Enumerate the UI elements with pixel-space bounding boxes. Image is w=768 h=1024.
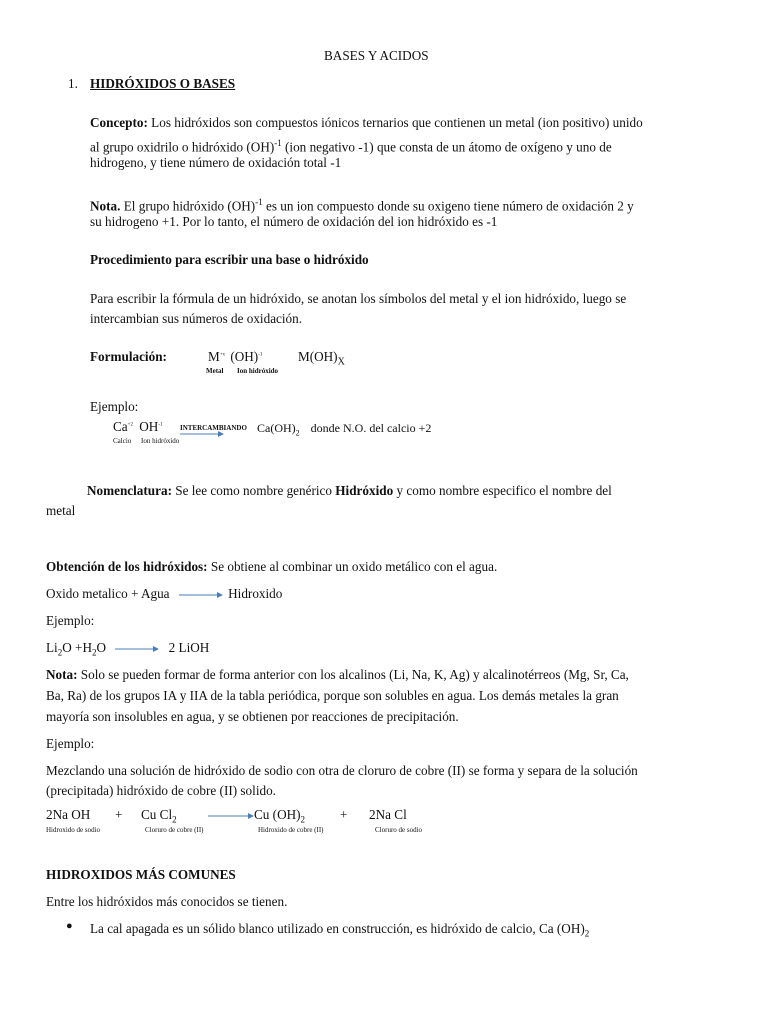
label-hidroxido-cobre: Hidroxido de cobre (II) bbox=[258, 826, 324, 834]
comunes-intro: Entre los hidróxidos más conocidos se tienen. bbox=[46, 894, 288, 909]
procedimiento-line-1: Para escribir la fórmula de un hidróxido, se anotan los símbolos del metal y el ion hidróxido, luego se bbox=[90, 291, 627, 306]
concepto-line-3: hidrogeno, y tiene número de oxidación total -1 bbox=[90, 155, 342, 170]
nota2-line-2: Ba, Ra) de los grupos IA y IIA de la tabla periódica, porque son solubles en agua. Los demás metales la gran bbox=[46, 688, 619, 703]
nota2-label: Nota: bbox=[46, 667, 78, 682]
obtencion-example-arrow bbox=[115, 645, 159, 653]
nomenclatura-line-2: metal bbox=[46, 503, 76, 518]
formulacion-formula: $M^{+x}$ (OH)$^{-1}$ bbox=[208, 349, 263, 364]
plus-sign-2: + bbox=[340, 807, 348, 822]
label-cloruro-sodio: Cloruro de sodio bbox=[375, 826, 423, 834]
ejemplo1-label: Ejemplo: bbox=[90, 399, 139, 414]
plus-sign-1: + bbox=[115, 807, 123, 822]
concepto-line-2: al grupo oxidrilo o hidróxido (OH)$^{-1}$ (ion negativo -1) que consta de un átomo de oxígeno y uno de bbox=[90, 138, 612, 155]
concepto-label: Concepto: bbox=[90, 115, 148, 130]
nomenclatura-line-1: Nomenclatura: Se lee como nombre genérico Hidróxido y como nombre especifico el nombre del bbox=[87, 483, 612, 498]
intercambiando-label: INTERCAMBIANDO bbox=[180, 424, 247, 432]
formulacion-label: Formulación: bbox=[90, 349, 167, 364]
reactant-naoh: 2Na OH bbox=[46, 807, 91, 822]
reaction-arrow bbox=[208, 812, 254, 820]
obtencion-equation: Oxido metalico + Agua Hidroxido bbox=[46, 586, 283, 601]
comunes-bullet-1: La cal apagada es un sólido blanco utilizado en construcción, es hidróxido de calcio, Ca $(OH)_2$ bbox=[90, 921, 590, 939]
concepto-line-1: Concepto: Los hidróxidos son compuestos iónicos ternarios que contienen un metal (ion positivo) unido bbox=[90, 115, 643, 130]
obtencion-label: Obtención de los hidróxidos: bbox=[46, 559, 208, 574]
ejemplo2-label: Ejemplo: bbox=[46, 736, 95, 751]
nota1-line-2: su hidrogeno +1. Por lo tanto, el número de oxidación del ion hidróxido es -1 bbox=[90, 214, 498, 229]
ion-hidroxido-label-2: Ion hidróxido bbox=[141, 437, 180, 445]
obtencion-example-equation: $Li_2O +H_2O$ 2 LiOH bbox=[46, 640, 210, 658]
metal-label: Metal bbox=[206, 367, 224, 375]
intercambiando-arrow bbox=[180, 430, 224, 438]
calcio-label: Calcio bbox=[113, 437, 132, 445]
section-heading: HIDRÓXIDOS O BASES bbox=[90, 76, 236, 91]
product-cuoh2: Cu $(OH)_2$ bbox=[254, 807, 306, 825]
product-nacl: 2Na Cl bbox=[369, 807, 407, 822]
obtencion-ejemplo-label: Ejemplo: bbox=[46, 613, 95, 628]
page-title: BASES Y ACIDOS bbox=[324, 48, 429, 63]
ejemplo1-reactants: $Ca^{+2}$ $OH^{-1}$ bbox=[113, 419, 163, 434]
ejemplo2-line-2: (precipitada) hidróxido de cobre (II) solido. bbox=[46, 783, 276, 798]
label-hidroxido-sodio: Hidroxido de sodio bbox=[46, 826, 101, 834]
procedimiento-heading: Procedimiento para escribir una base o hidróxido bbox=[90, 252, 369, 267]
nota2-line-1: Nota: Solo se pueden formar de forma anterior con los alcalinos (Li, Na, K, Ag) y alcalinotérreos (Mg, Sr, Ca, bbox=[46, 667, 629, 682]
nota1-line-1: Nota. El grupo hidróxido (OH)$^{-1}$ es un ion compuesto donde su oxigeno tiene número de oxidación 2 y bbox=[90, 197, 634, 214]
procedimiento-line-2: intercambian sus números de oxidación. bbox=[90, 311, 303, 326]
obtencion-arrow bbox=[179, 591, 223, 599]
ejemplo2-line-1: Mezclando una solución de hidróxido de sodio con otra de cloruro de cobre (II) se forma y separa de la solución bbox=[46, 763, 638, 778]
ion-hidroxido-label: Ion hidróxido bbox=[237, 367, 279, 375]
label-cloruro-cobre: Cloruro de cobre (II) bbox=[145, 826, 204, 834]
formulacion-result: $M(OH)_X$ bbox=[298, 349, 345, 368]
reactant-cucl2: Cu $Cl_2$ bbox=[141, 807, 177, 825]
section-number: 1. bbox=[68, 76, 78, 91]
obtencion-line: Obtención de los hidróxidos: Se obtiene al combinar un oxido metálico con el agua. bbox=[46, 559, 498, 574]
nomenclatura-label: Nomenclatura: bbox=[87, 483, 172, 498]
comunes-heading: HIDROXIDOS MÁS COMUNES bbox=[46, 867, 236, 882]
ejemplo1-result: $Ca(OH)_2$ donde N.O. del calcio +2 bbox=[257, 421, 432, 438]
bullet-icon: ● bbox=[66, 920, 73, 932]
nota1-label: Nota. bbox=[90, 198, 121, 214]
nota2-line-3: mayoría son insolubles en agua, y se obtienen por reacciones de precipitación. bbox=[46, 709, 459, 724]
